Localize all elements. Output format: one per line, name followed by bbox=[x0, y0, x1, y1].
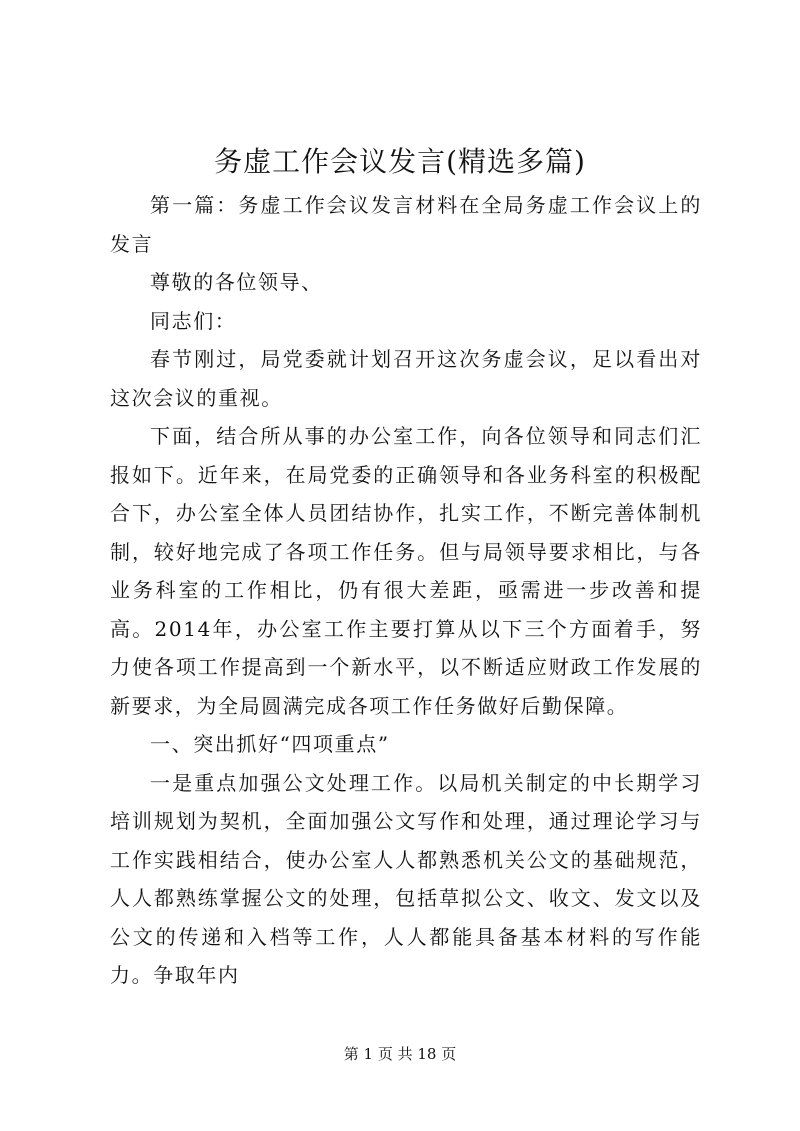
paragraph-intro: 春节刚过，局党委就计划召开这次务虚会议，足以看出对这次会议的重视。 bbox=[110, 347, 702, 410]
document-title: 务虚工作会议发言(精选多篇) bbox=[214, 145, 586, 178]
paragraph-salutation-1: 尊敬的各位领导、 bbox=[150, 270, 323, 294]
paragraph-report: 下面，结合所从事的办公室工作，向各位领导和同志们汇报如下。近年来，在局党委的正确领导和各业务科室的积极配合下，办公室全体人员团结协作，扎实工作，不断完善体制机制，较好地完成了各项工作任务。但与局领导要求相比，与各业务科室的工作相比，仍有很大差距，亟需进一步改善和提高。2014年，办公室工作主要打算从以下三个方面着手，努力使各项工作提高到一个新水平，以不断适应财政工作发展的新要求，为全局圆满完成各项工作任务做好后勤保障。 bbox=[110, 424, 702, 718]
paragraph-salutation-2: 同志们： bbox=[150, 308, 237, 333]
paragraph-section-heading: 一、突出抓好“四项重点” bbox=[150, 732, 390, 756]
paragraph-point-1: 一是重点加强公文处理工作。以局机关制定的中长期学习培训规划为契机，全面加强公文写作和处理，通过理论学习与工作实践相结合，使办公室人人都熟悉机关公文的基础规范，人人都熟练掌握公文的处理，包括草拟公文、收文、发文以及公文的传递和入档等工作，人人都能具备基本材料的写作能力。争取年内 bbox=[110, 770, 702, 987]
paragraph-heading: 第一篇：务虚工作会议发言材料在全局务虚工作会议上的发言 bbox=[110, 193, 702, 256]
page-footer: 第 1 页 共 18 页 bbox=[343, 1045, 457, 1063]
document-body bbox=[110, 186, 702, 995]
